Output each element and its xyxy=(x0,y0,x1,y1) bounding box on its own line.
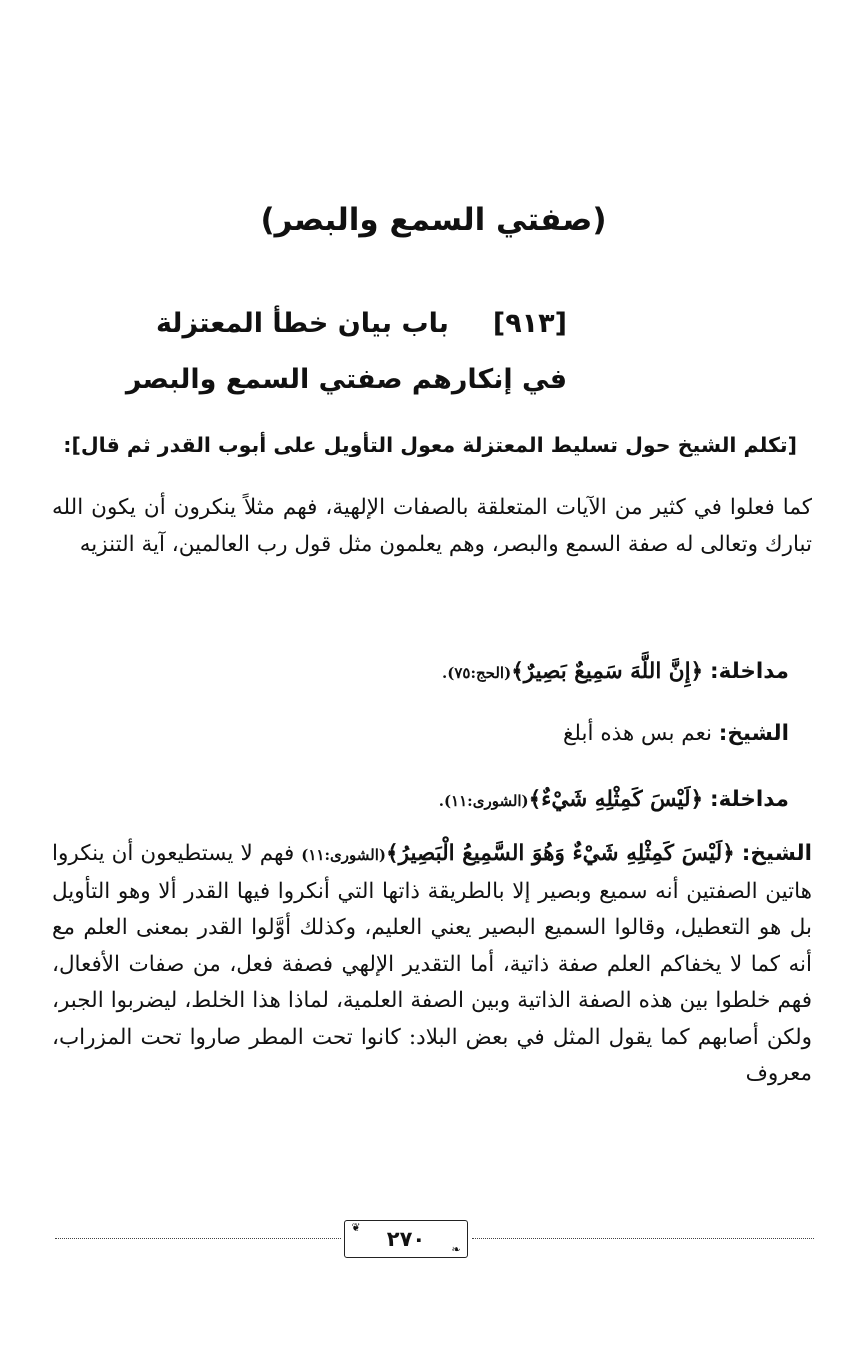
verse-reference: (الحج:٧٥). xyxy=(442,664,512,682)
footer-divider-right xyxy=(472,1238,814,1239)
verse-reference: (الشورى:١١) xyxy=(301,846,386,864)
dialogue-line xyxy=(29,782,789,819)
chapter-title: (صفتي السمع والبصر) xyxy=(260,202,607,238)
page-number: ٢٧٠ xyxy=(386,1227,426,1251)
paragraph-intro: كما فعلوا في كثير من الآيات المتعلقة بالصفات الإلهية، فهم مثلاً ينكرون أن يكون الله تبارك وتعالى له صفة السمع والبصر، وهم يعلمون مثل قول رب العالمين، آية التنزيه xyxy=(52,495,812,557)
footer-divider-left xyxy=(55,1238,341,1239)
corner-ornament-icon: ❦ xyxy=(351,1221,361,1234)
quran-quote: ﴿لَيْسَ كَمِثْلِهِ شَيْءٌ وَهُوَ السَّمِيعُ الْبَصِيرُ﴾ xyxy=(386,841,735,866)
section-heading-line2: في إنكارهم صفتي السمع والبصر xyxy=(125,364,567,395)
paragraph-body: فهم لا يستطيعون أن ينكروا هاتين الصفتين أنه سميع وبصير إلا بالطريقة ذاتها التي أنكروا فيها القدر ألا وهو التأويل بل هو التعطيل، وقالوا السميع البصير يعني العليم، وكذلك أوَّلوا القدر بمعنى العلم مع أنه كما لا يخفاكم العلم صفة ذاتية، أما التقدير الإلهي فصفة فعل، من صفات الأفعال، فهم خلطوا بين هذه الصفة الذاتية وبين الصفة العلمية، لماذا هذا الخلط، ليضربوا الجبر، ولكن أصابهم كما يقول المثل في بعض البلاد: كانوا تحت المطر صاروا تحت المزراب، معروف xyxy=(52,841,812,1086)
speaker-label: مداخلة: xyxy=(709,659,789,684)
section-number: [٩١٣] xyxy=(492,308,567,339)
paragraph-sheikh-answer xyxy=(52,836,812,1093)
quran-quote: ﴿إِنَّ اللَّهَ سَمِيعٌ بَصِيرٌ﴾ xyxy=(511,659,704,684)
speaker-label: الشيخ: xyxy=(741,841,812,866)
dialogue-text: نعم بس هذه أبلغ xyxy=(562,721,712,746)
bracket-note: [تكلم الشيخ حول تسليط المعتزلة معول التأويل على أبوب القدر ثم قال]: xyxy=(63,433,797,457)
corner-ornament-icon: ❧ xyxy=(451,1243,461,1256)
dialogue-line xyxy=(29,654,789,691)
section-heading-line1 xyxy=(127,296,567,352)
quran-quote: ﴿لَيْسَ كَمِثْلِهِ شَيْءٌ﴾ xyxy=(528,787,704,812)
speaker-label: مداخلة: xyxy=(709,787,789,812)
verse-reference: (الشورى:١١). xyxy=(438,792,529,810)
dialogue-line xyxy=(29,716,789,752)
section-title-line1: باب بيان خطأ المعتزلة xyxy=(155,308,449,339)
page-number-frame xyxy=(344,1220,468,1258)
speaker-label: الشيخ: xyxy=(718,721,789,746)
section-heading xyxy=(127,296,567,408)
